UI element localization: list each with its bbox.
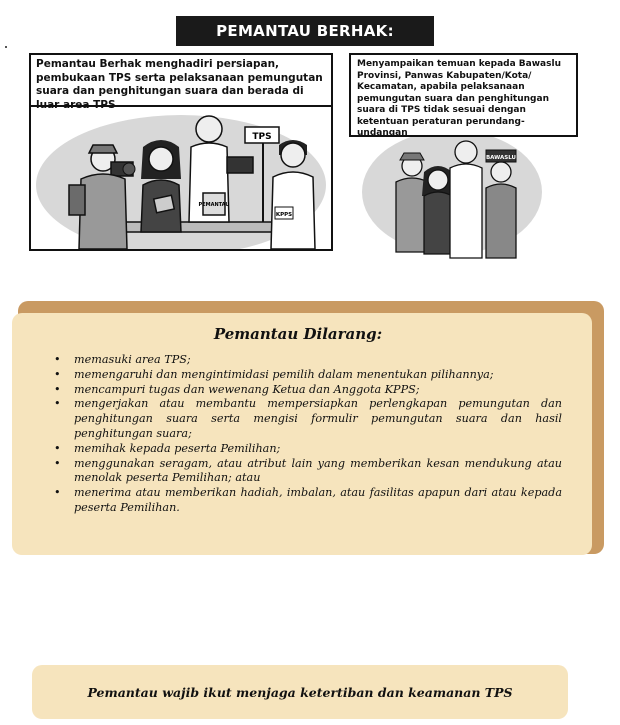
left-illustration-panel [29,53,333,251]
list-item [54,353,562,368]
list-item-text: mengerjakan atau membantu mempersiapkan perlengkapan pemungutan dan penghitungan suara serta mengisi formulir pemungutan suara dan hasil penghitungan suara; [74,397,562,440]
list-item-text: menggunakan seragam, atau atribut lain yang memberikan kesan mendukung atau menolak peserta Pemilihan; atau [74,456,562,485]
list-item-text: mencampuri tugas dan wewenang Ketua dan Anggota KPPS; [74,382,420,396]
bullet-icon: • [54,382,61,396]
bullet-icon: • [54,353,61,366]
list-item-text: memihak kepada peserta Pemilihan; [74,441,281,455]
page-title: PEMANTAU BERHAK: [176,16,434,46]
bawaslu-hat-label: BAWASLU [485,155,517,161]
list-item-text: memengaruhi dan mengintimidasi pemilih dalam menentukan pilihannya; [74,367,494,381]
woman-with-tablet-figure [141,140,181,232]
list-item-text: memasuki area TPS; [74,353,191,366]
right-caption: Menyampaikan temuan kepada Bawaslu Provinsi, Panwas Kabupaten/Kota/ Kecamatan, apabila pelaksanaan pemungutan suara dan penghitungan suara di TPS tidak sesuai dengan ketentuan peraturan perundang-undangan [349,53,578,137]
list-item [54,442,562,457]
reporting-to-bawaslu-illustration [352,130,562,268]
pemantau-box-label: PEMANTAU [198,202,230,208]
list-item [54,383,562,398]
list-item [54,486,562,516]
prohibitions-list [54,353,562,516]
kpps-badge-label: KPPS [275,212,293,218]
bullet-icon: • [54,397,61,411]
list-item [54,368,562,383]
stray-dot [5,46,7,48]
bullet-icon: • [54,486,61,500]
prohibitions-title: Pemantau Dilarang: [213,325,383,343]
footer-obligation-banner: Pemantau wajib ikut menjaga ketertiban dan keamanan TPS [32,665,568,719]
bullet-icon: • [54,367,61,381]
bullet-icon: • [54,456,61,470]
observer-woman-figure [422,166,454,254]
list-item-text: menerima atau memberikan hadiah, imbalan, atau fasilitas apapun dari atau kepada peserta Pemilihan. [74,486,562,514]
prohibitions-panel [12,313,592,555]
bullet-icon: • [54,441,61,455]
list-item [54,397,562,441]
tps-sign-label: TPS [252,132,272,142]
list-item [54,457,562,487]
left-caption: Pemantau Berhak menghadiri persiapan, pembukaan TPS serta pelaksanaan pemungutan suara dan penghitungan suara dan berada di luar area TPS [31,55,331,107]
monitors-at-tps-illustration [31,107,331,249]
